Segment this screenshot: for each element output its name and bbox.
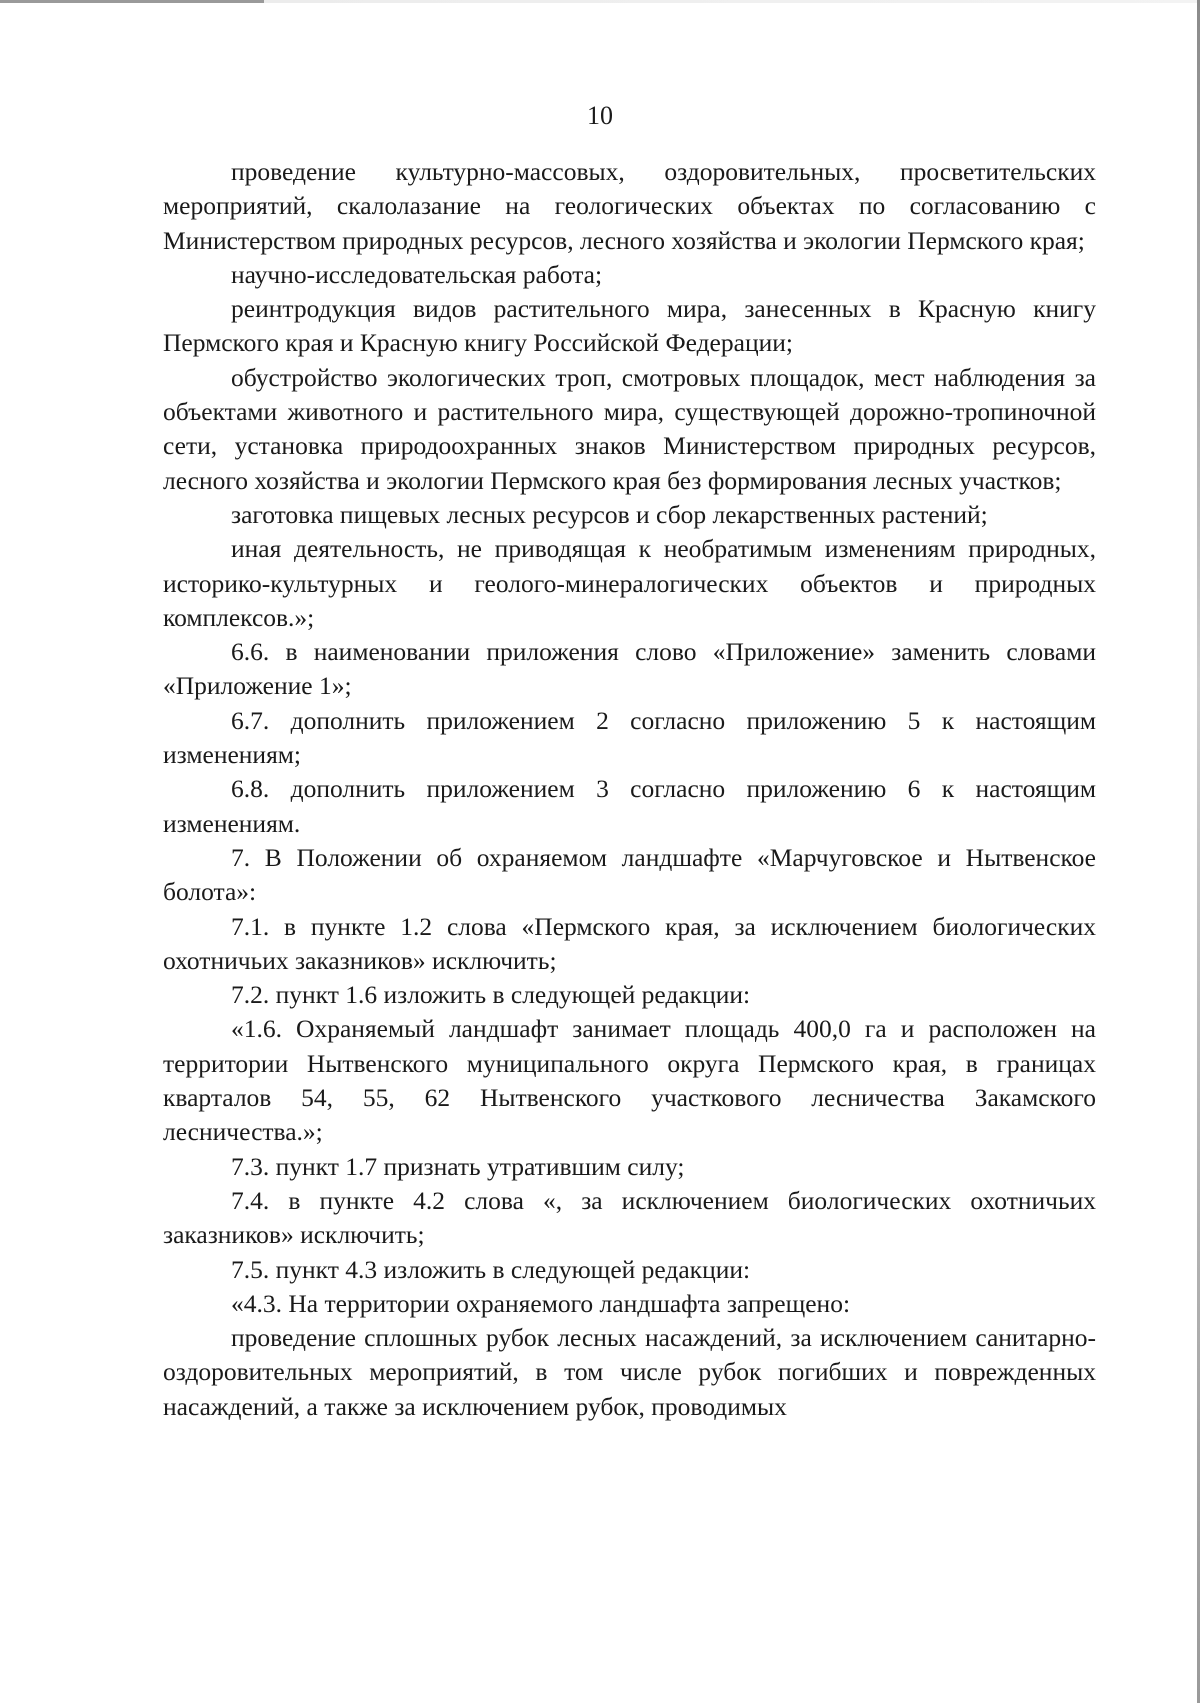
paragraph: 7. В Положении об охраняемом ландшафте «Марчуговское и Нытвенское болота»: [163,842,1096,907]
paragraph: 6.8. дополнить приложением 3 согласно приложению 6 к настоящим изменениям. [163,774,1096,838]
document-body [163,155,1096,1424]
paragraph: обустройство экологических троп, смотровых площадок, мест наблюдения за объектами животного и растительного мира, существующей дорожно-тропиночной сети, установка природоохранных знаков Министерством природных ресурсов, лесного хозяйства и экологии Пермского края без формирования лесных участков; [163,362,1096,495]
paragraph: 7.3. пункт 1.7 признать утратившим силу; [231,1151,685,1181]
paragraph: проведение сплошных рубок лесных насаждений, за исключением санитарно-оздоровительных мероприятий, в том числе рубок погибших и поврежденных насаждений, а также за исключением рубок, проводимых [163,1323,1096,1421]
page-number: 10 [587,101,613,130]
paragraph: 7.2. пункт 1.6 изложить в следующей редакции: [231,980,751,1010]
paragraph: «1.6. Охраняемый ландшафт занимает площадь 400,0 га и расположен на территории Нытвенского муниципального округа Пермского края, в границах кварталов 54, 55, 62 Нытвенского участкового лесничества Закамского лесничества.»; [163,1014,1096,1147]
paragraph: реинтродукция видов растительного мира, занесенных в Красную книгу Пермского края и Красную книгу Российской Федерации; [163,294,1096,358]
paragraph: 7.5. пункт 4.3 изложить в следующей редакции: [231,1254,751,1284]
paragraph: «4.3. На территории охраняемого ландшафта запрещено: [231,1288,851,1318]
paragraph: проведение культурно-массовых, оздоровительных, просветительских мероприятий, скалолазание на геологических объектах по согласованию с Министерством природных ресурсов, лесного хозяйства и экологии Пермского края; [163,157,1096,255]
paragraph: научно-исследовательская работа; [231,259,603,289]
paragraph: 7.4. в пункте 4.2 слова «, за исключением биологических охотничьих заказников» исключить; [163,1185,1096,1250]
paragraph: 6.7. дополнить приложением 2 согласно приложению 5 к настоящим изменениям; [163,705,1096,770]
paragraph: 6.6. в наименовании приложения слово «Приложение» заменить словами «Приложение 1»; [163,637,1096,701]
paragraph: 7.1. в пункте 1.2 слова «Пермского края, за исключением биологических охотничьих заказников» исключить; [163,911,1096,975]
paragraph: заготовка пищевых лесных ресурсов и сбор лекарственных растений; [231,499,988,529]
paragraph: иная деятельность, не приводящая к необратимым изменениям природных, историко-культурных и геолого-минералогических объектов и природных комплексов.»; [163,534,1096,632]
scan-border-top [0,0,1200,3]
